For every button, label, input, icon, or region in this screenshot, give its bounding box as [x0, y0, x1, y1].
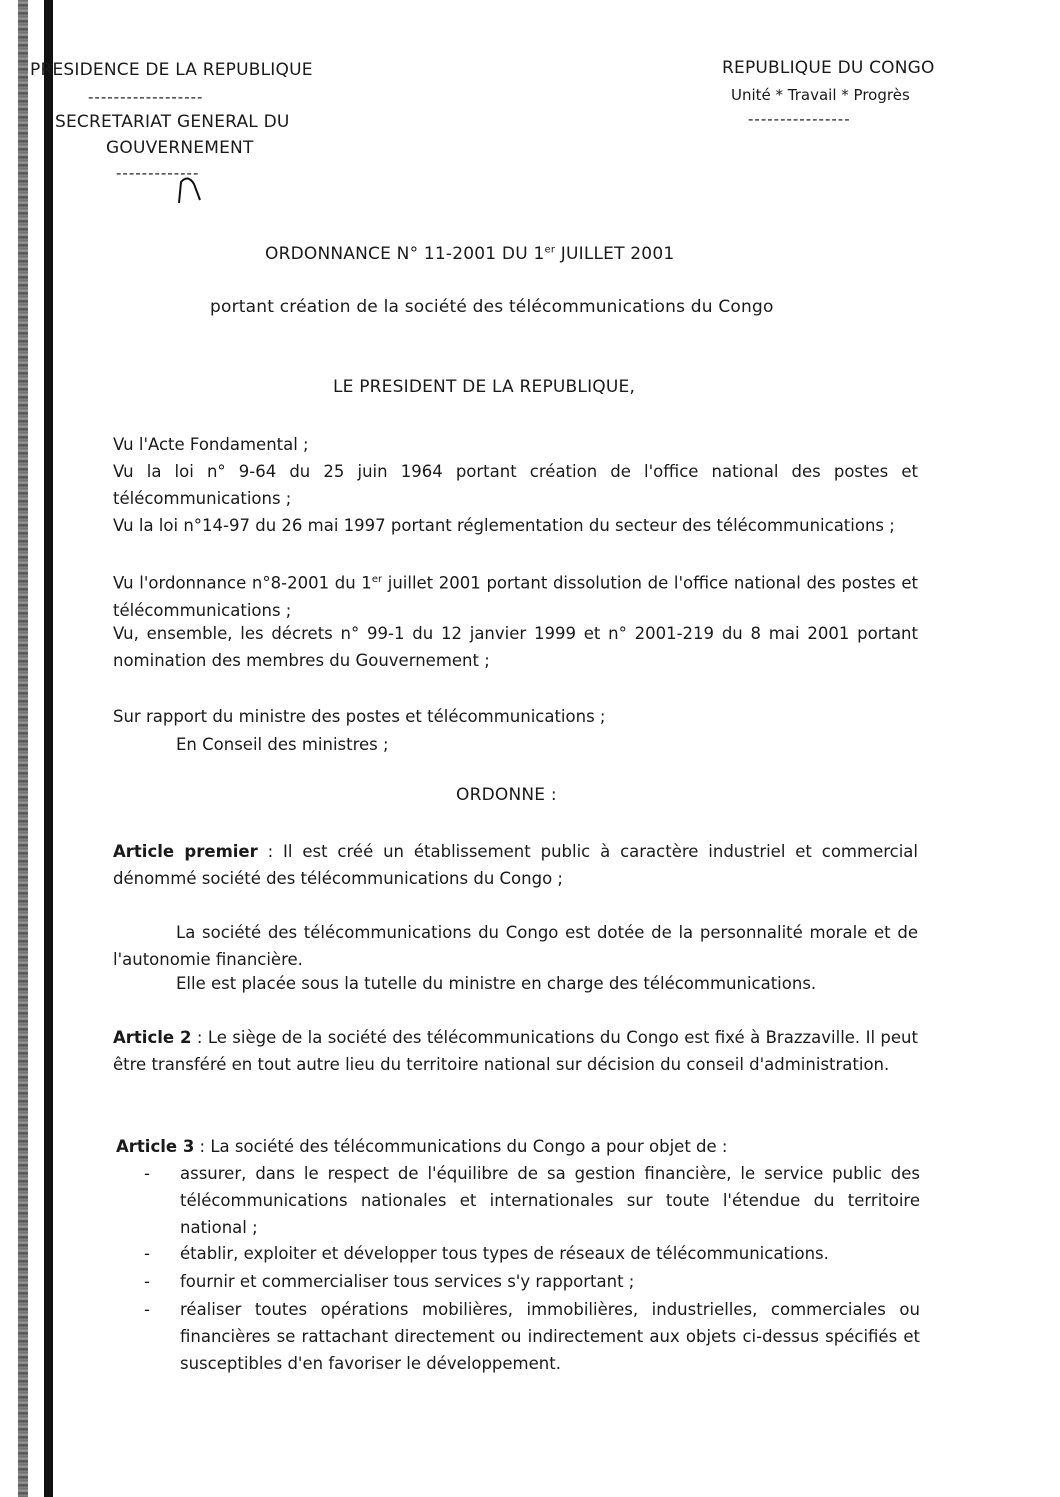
handwritten-initial-mark [176, 176, 202, 204]
ordonne-heading: ORDONNE : [456, 785, 557, 805]
list-item: assurer, dans le respect de l'équilibre de sa gestion financière, le service public des télécommunications nationales et internationales sur toute l'étendue du territoire national ; [180, 1164, 920, 1237]
list-item: établir, exploiter et développer tous types de réseaux de télécommunications. [180, 1244, 829, 1263]
visa-ordonnance-prefix: Vu l'ordonnance n°8-2001 du 1 [113, 573, 372, 593]
title-prefix: ORDONNANCE N° 11-2001 DU 1 [265, 244, 545, 264]
president-heading: LE PRESIDENT DE LA REPUBLIQUE, [333, 377, 636, 397]
header-motto: Unité * Travail * Progrès [731, 86, 910, 104]
visa-loi-9-64: Vu la loi n° 9-64 du 25 juin 1964 portant création de l'office national des postes et télécommunications ; [113, 462, 918, 508]
list-dash: - [144, 1244, 150, 1263]
article-3 [116, 1133, 727, 1160]
header-gouvernement: GOUVERNEMENT [106, 138, 254, 158]
visa-ordonnance-suffix: juillet 2001 portant dissolution de l'office national des postes et télécommunications ; [113, 573, 918, 620]
list-item: réaliser toutes opérations mobilières, immobilières, industrielles, commerciales ou financières se rattachant directement ou indirectement aux objets ci-dessus spécifiés et susceptibles d'en favoriser le développement. [180, 1300, 920, 1373]
ordonnance-title [265, 244, 674, 264]
visa-ordonnance-superscript: er [371, 574, 383, 585]
header-left-separator-2: ------------- [116, 164, 200, 182]
article-2-label: Article 2 [113, 1028, 192, 1047]
list-dash: - [144, 1164, 150, 1183]
list-dash: - [144, 1300, 150, 1319]
title-superscript: er [544, 244, 556, 256]
visa-ordonnance-8-2001 [113, 566, 918, 624]
header-presidence: PRESIDENCE DE LA REPUBLIQUE [30, 60, 313, 80]
article-2-text: : Le siège de la société des télécommunications du Congo est fixé à Brazzaville. Il peut être transféré en tout autre lieu du territoire national sur décision du conseil d'administration. [113, 1028, 918, 1074]
scan-binding-bar [44, 0, 53, 1497]
article-1-text: : Il est créé un établissement public à caractère industriel et commercial dénommé société des télécommunications du Congo ; [113, 842, 918, 888]
article-2 [113, 1024, 918, 1078]
header-secretariat: SECRETARIAT GENERAL DU [55, 112, 290, 132]
conseil-line: En Conseil des ministres ; [176, 735, 389, 754]
ordonnance-subtitle: portant création de la société des télécommunications du Congo [210, 297, 774, 317]
article-1 [113, 838, 918, 892]
header-left-separator-1: ------------------ [88, 88, 204, 106]
article-3-label: Article 3 [116, 1137, 195, 1156]
visa-loi-14-97: Vu la loi n°14-97 du 26 mai 1997 portant réglementation du secteur des télécommunications ; [113, 516, 895, 535]
rapport-line: Sur rapport du ministre des postes et télécommunications ; [113, 707, 606, 726]
visa-acte-fondamental: Vu l'Acte Fondamental ; [113, 435, 309, 454]
article-1-paragraph-2: La société des télécommunications du Congo est dotée de la personnalité morale et de l'autonomie financière. [113, 923, 918, 969]
article-1-paragraph-3: Elle est placée sous la tutelle du ministre en charge des télécommunications. [176, 974, 817, 993]
article-1-label: Article premier [113, 842, 258, 861]
scan-edge-artifact [18, 0, 28, 1497]
list-dash: - [144, 1272, 150, 1291]
list-item: fournir et commercialiser tous services s'y rapportant ; [180, 1272, 635, 1291]
header-right-separator: ---------------- [748, 110, 851, 128]
title-suffix: JUILLET 2001 [555, 244, 675, 264]
header-republique-congo: REPUBLIQUE DU CONGO [722, 58, 935, 78]
visa-decrets: Vu, ensemble, les décrets n° 99-1 du 12 janvier 1999 et n° 2001-219 du 8 mai 2001 portant nomination des membres du Gouvernement ; [113, 624, 918, 670]
article-3-text: : La société des télécommunications du Congo a pour objet de : [194, 1137, 728, 1156]
